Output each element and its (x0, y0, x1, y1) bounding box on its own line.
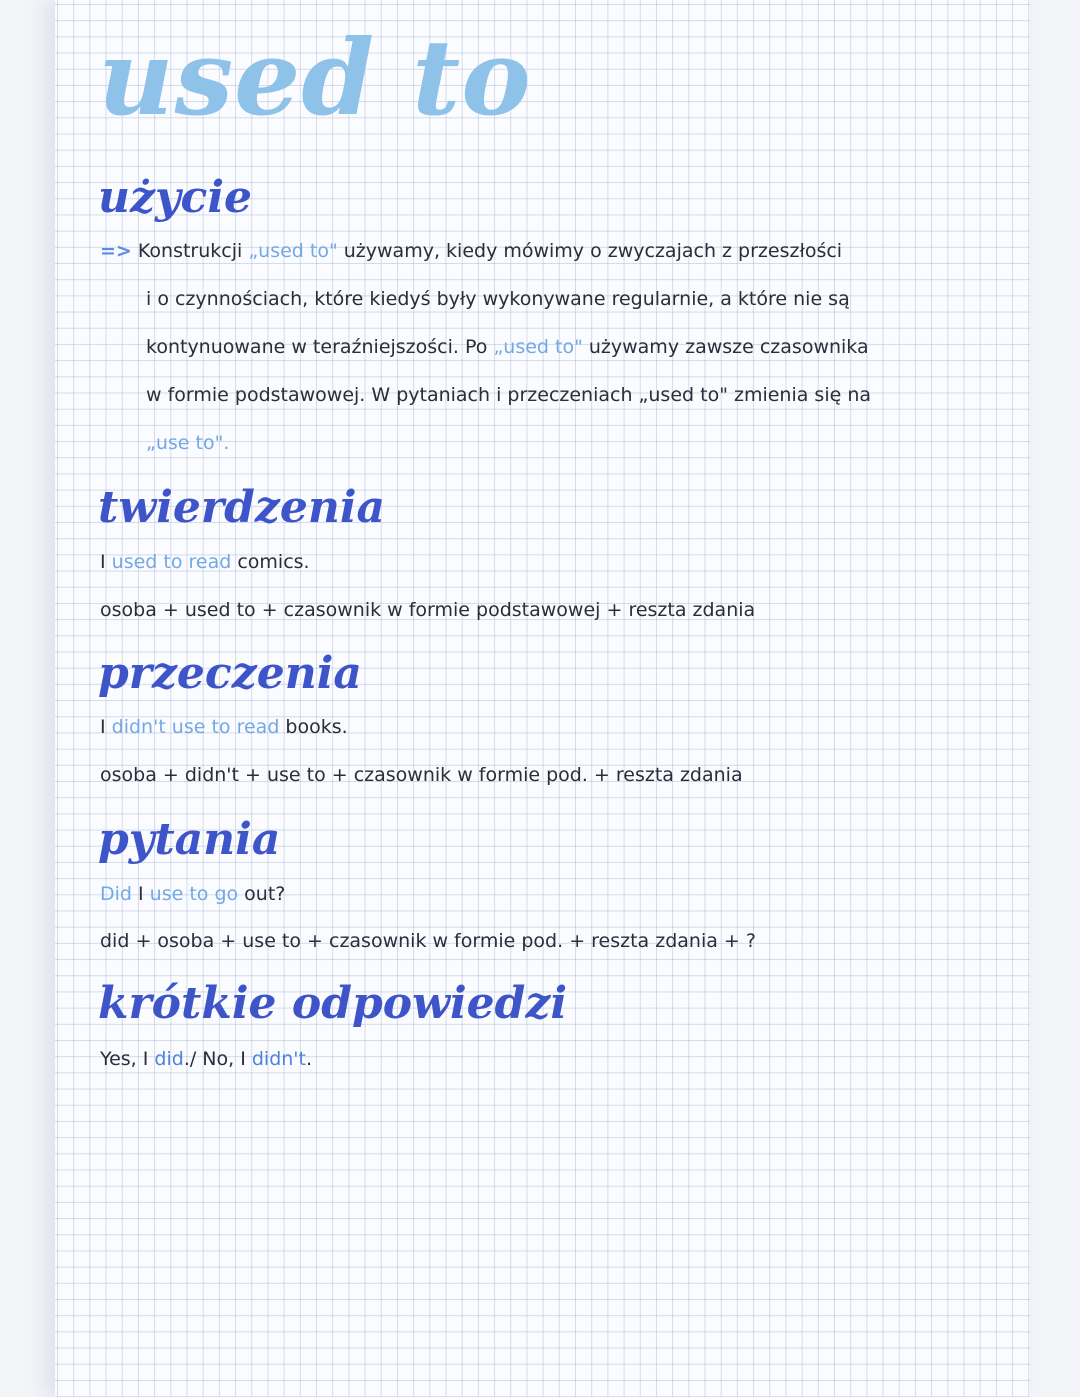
page-title: used to (98, 16, 532, 139)
usage-line-3 (146, 338, 869, 357)
negative-example-highlight: didn't use to read (111, 716, 280, 738)
usage-line-3-highlight: „used to" (493, 336, 583, 358)
questions-example-end: out? (238, 883, 286, 905)
negative-formula: osoba + didn't + use to + czasownik w formie pod. + reszta zdania (100, 764, 743, 786)
questions-example-highlight: use to go (149, 883, 239, 905)
arrow-icon: => (100, 240, 132, 262)
negative-example (100, 718, 348, 737)
short-answers-didnt: didn't (251, 1048, 306, 1070)
heading-usage: użycie (98, 172, 253, 223)
heading-short-answers: krótkie odpowiedzi (98, 978, 568, 1029)
heading-affirmative: twierdzenia (98, 482, 386, 533)
heading-negative: przeczenia (98, 648, 362, 699)
usage-line-3-text-a: kontynuowane w teraźniejszości. Po (146, 336, 494, 358)
usage-line-1-highlight: „used to" (248, 240, 338, 262)
usage-line-4-text: w formie podstawowej. W pytaniach i przeczeniach „used to" zmienia się na (146, 384, 872, 406)
usage-line-5 (146, 434, 229, 453)
short-answers-line (100, 1050, 312, 1069)
usage-line-4 (146, 386, 871, 405)
usage-line-1-text-a: Konstrukcji (137, 240, 249, 262)
usage-line-1 (100, 242, 842, 261)
affirmative-example-highlight: used to read (111, 551, 232, 573)
affirmative-example-a: I (100, 551, 112, 573)
usage-line-5-highlight: „use to". (146, 432, 230, 454)
short-answers-yes: Yes, I (100, 1048, 155, 1070)
usage-line-3-text-c: używamy zawsze czasownika (582, 336, 869, 358)
heading-questions: pytania (98, 814, 281, 865)
affirmative-example-c: comics. (231, 551, 310, 573)
usage-line-1-text-c: używamy, kiedy mówimy o zwyczajach z przeszłości (337, 240, 843, 262)
short-answers-did: did (154, 1048, 184, 1070)
negative-example-a: I (100, 716, 112, 738)
questions-formula: did + osoba + use to + czasownik w formie pod. + reszta zdania + ? (100, 930, 756, 952)
short-answers-no: ./ No, I (183, 1048, 252, 1070)
questions-example-subject: I (131, 883, 150, 905)
questions-example (100, 885, 285, 904)
short-answers-end: . (305, 1048, 313, 1070)
negative-example-c: books. (279, 716, 348, 738)
questions-example-did: Did (100, 883, 132, 905)
affirmative-example (100, 553, 310, 572)
usage-line-2 (146, 290, 850, 309)
usage-line-2-text: i o czynnościach, które kiedyś były wykonywane regularnie, a które nie są (146, 288, 850, 310)
affirmative-formula: osoba + used to + czasownik w formie podstawowej + reszta zdania (100, 599, 756, 621)
